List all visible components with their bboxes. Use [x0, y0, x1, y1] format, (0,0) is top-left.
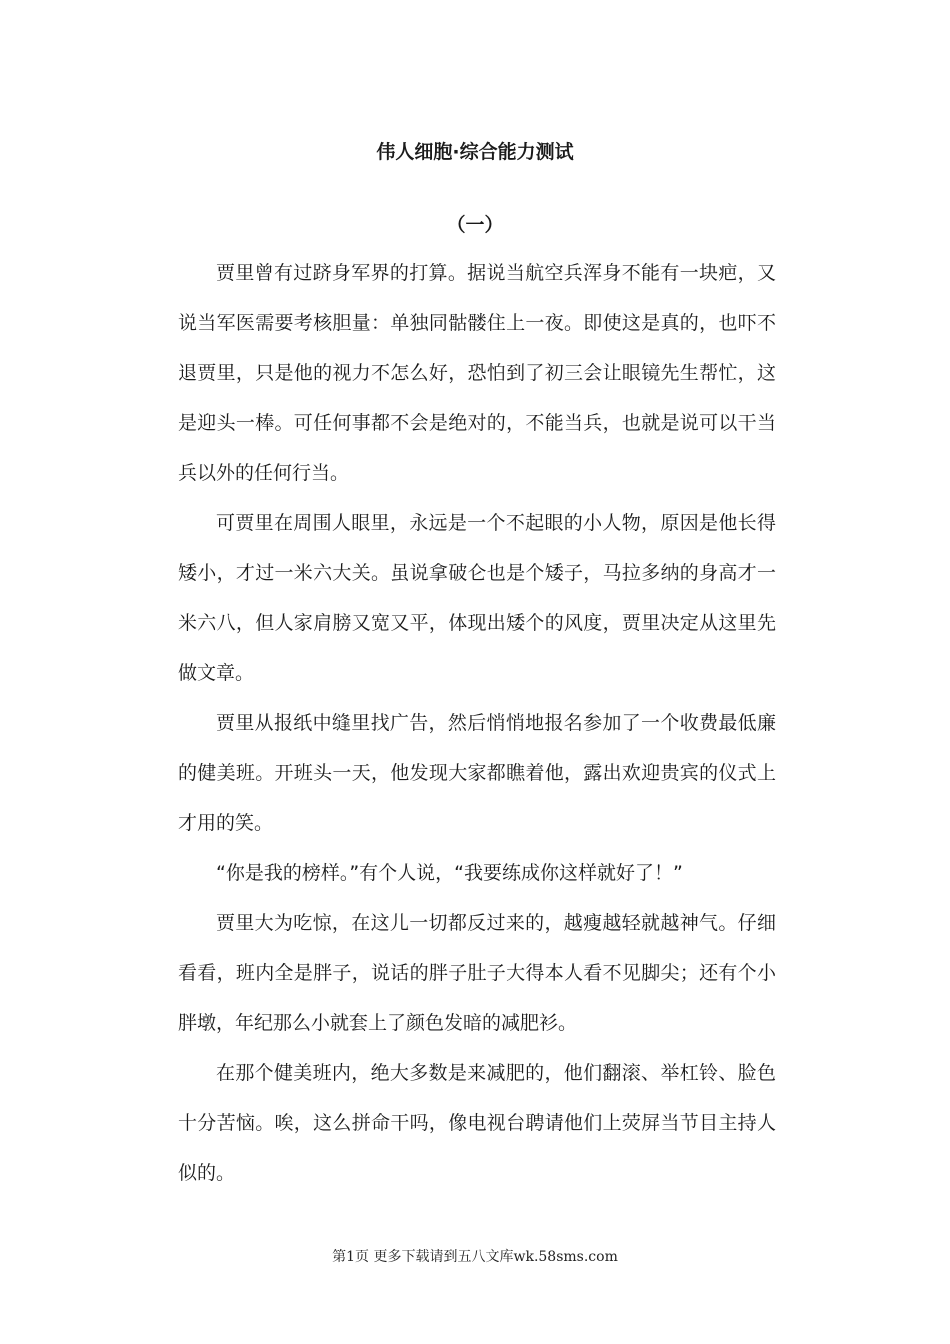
paragraph-4: “你是我的榜样。”有个人说，“我要练成你这样就好了！” — [216, 862, 683, 884]
document-title: 伟人细胞·综合能力测试 — [376, 141, 574, 163]
page-footer: 第1页 更多下载请到五八文库wk.58sms.com — [332, 1249, 618, 1265]
body-text — [178, 248, 776, 1198]
paragraph-1: 贾里曾有过跻身军界的打算。据说当航空兵浑身不能有一块疤，又说当军医需要考核胆量：单独同骷髅住上一夜。即使这是真的，也吓不退贾里，只是他的视力不怎么好，恐怕到了初三会让眼镜先生帮忙，这是迎头一棒。可任何事都不会是绝对的，不能当兵，也就是说可以干当兵以外的任何行当。 — [178, 262, 776, 484]
paragraph-2: 可贾里在周围人眼里，永远是一个不起眼的小人物，原因是他长得矮小，才过一米六大关。虽说拿破仑也是个矮子，马拉多纳的身高才一米六八，但人家肩膀又宽又平，体现出矮个的风度，贾里决定从这里先做文章。 — [178, 512, 776, 684]
section-heading: （一） — [446, 214, 504, 236]
paragraph-6: 在那个健美班内，绝大多数是来减肥的，他们翻滚、举杠铃、脸色十分苦恼。唉，这么拼命干吗，像电视台聘请他们上荧屏当节目主持人似的。 — [178, 1062, 776, 1184]
paragraph-5: 贾里大为吃惊，在这儿一切都反过来的，越瘦越轻就越神气。仔细看看，班内全是胖子，说话的胖子肚子大得本人看不见脚尖；还有个小胖墩，年纪那么小就套上了颜色发暗的减肥衫。 — [178, 912, 776, 1034]
paragraph-3: 贾里从报纸中缝里找广告，然后悄悄地报名参加了一个收费最低廉的健美班。开班头一天，他发现大家都瞧着他，露出欢迎贵宾的仪式上才用的笑。 — [178, 712, 776, 834]
